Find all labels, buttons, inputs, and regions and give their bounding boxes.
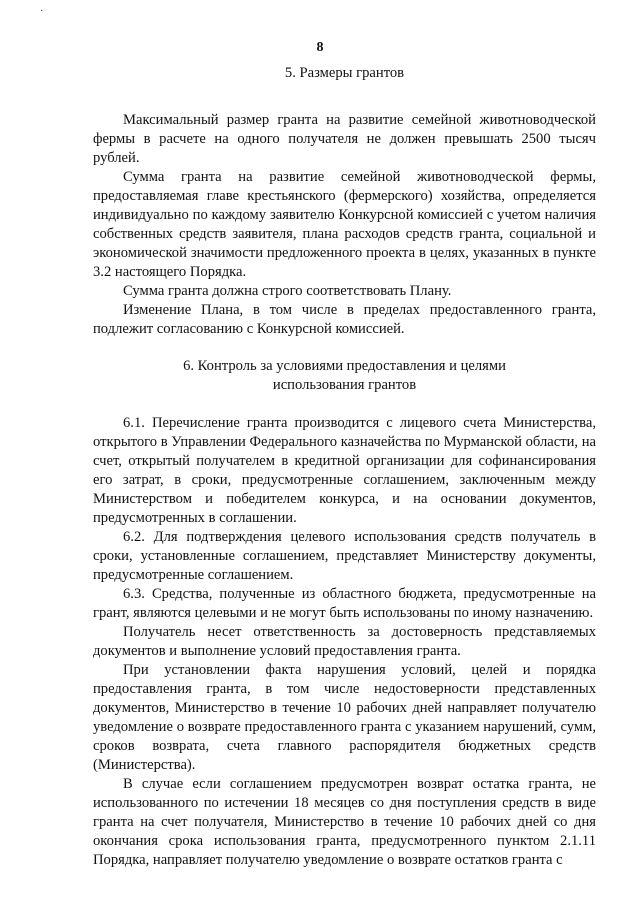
section-5-body <box>93 111 596 339</box>
section-6-heading-line: использования грантов <box>272 377 417 393</box>
section-6-heading <box>93 357 596 395</box>
paragraph: Сумма гранта на развитие семейной животноводческой фермы, предоставляемая главе крестьянского (фермерского) хозяйства, определяется индивидуально по каждому заявителю Конкурсной комиссией с учетом наличия собственных средств заявителя, плана расходов средств гранта, социальной и экономической значимости предложенного проекта в целях, указанных в пункте 3.2 настоящего Порядка. <box>93 169 596 280</box>
section-6-body <box>93 414 596 870</box>
page-number: 8 <box>316 40 324 55</box>
paragraph: Изменение Плана, в том числе в пределах предоставленного гранта, подлежит согласованию с Конкурсной комиссией. <box>93 302 596 337</box>
paragraph: 6.1. Перечисление гранта производится с лицевого счета Министерства, открытого в Управлении Федерального казначейства по Мурманской области, на счет, открытый получателем в кредитной организации для софинансирования его затрат, в сроки, предусмотренные соглашением, заключенным между Министерством и победителем конкурса, и на основании документов, предусмотренных в соглашении. <box>93 415 596 526</box>
section-5-heading: 5. Размеры грантов <box>284 65 405 81</box>
paragraph: Получатель несет ответственность за достоверность представляемых документов и выполнение условий предоставления гранта. <box>93 624 596 659</box>
scan-mark: · <box>40 6 44 17</box>
section-6-heading-line: 6. Контроль за условиями предоставления и целями <box>183 358 506 374</box>
paragraph: 6.2. Для подтверждения целевого использования средств получатель в сроки, установленные соглашением, представляет Министерству документы, предусмотренные соглашением. <box>93 529 596 583</box>
paragraph: 6.3. Средства, полученные из областного бюджета, предусмотренные на грант, являются целевыми и не могут быть использованы по иному назначению. <box>93 586 596 621</box>
paragraph: В случае если соглашением предусмотрен возврат остатка гранта, не использованного по истечении 18 месяцев со дня поступления средств в виде гранта на счет получателя, Министерство в течение 10 рабочих дней со дня окончания срока использования гранта, предусмотренного пунктом 2.1.11 Порядка, направляет получателю уведомление о возврате остатков гранта с <box>93 776 596 868</box>
paragraph: При установлении факта нарушения условий, целей и порядка предоставления гранта, в том числе недостоверности представленных документов, Министерство в течение 10 рабочих дней направляет получателю уведомление о возврате предоставленного гранта с указанием нарушений, сумм, сроков возврата, счета главного распорядителя бюджетных средств (Министерства). <box>93 662 596 773</box>
document-body <box>93 64 596 870</box>
paragraph: Максимальный размер гранта на развитие семейной животноводческой фермы в расчете на одного получателя не должен превышать 2500 тысяч рублей. <box>93 112 596 166</box>
paragraph: Сумма гранта должна строго соответствовать Плану. <box>123 283 452 299</box>
